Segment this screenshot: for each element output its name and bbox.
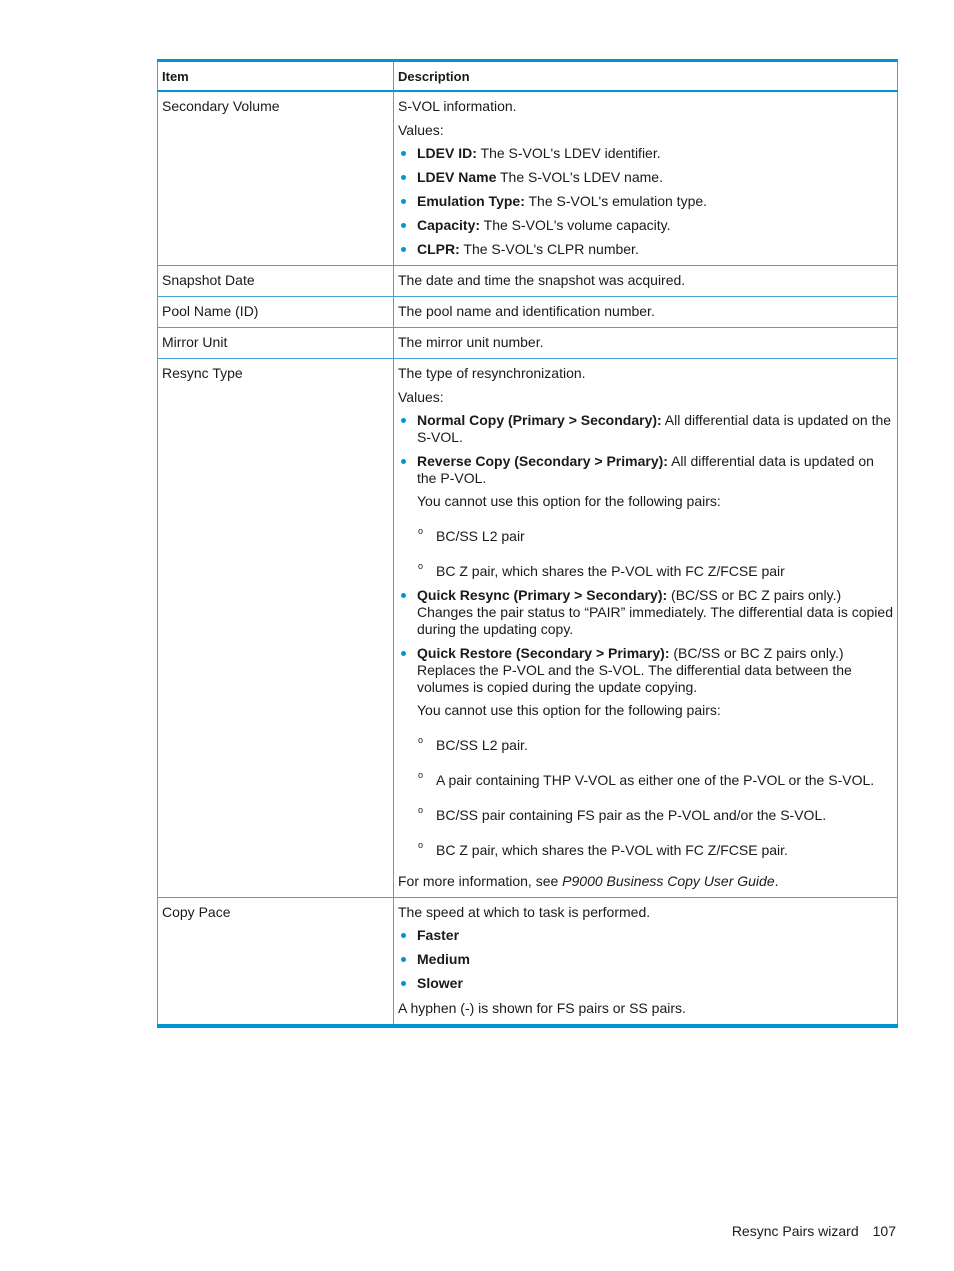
table-row	[158, 91, 898, 266]
term-text: The S-VOL's LDEV name.	[496, 169, 663, 185]
table-row	[158, 328, 898, 359]
guide-title: P9000 Business Copy User Guide	[562, 873, 775, 889]
option-label: Faster	[417, 927, 460, 943]
list-item	[398, 645, 893, 859]
term-text: The S-VOL's emulation type.	[524, 193, 708, 209]
page-footer	[732, 1223, 896, 1239]
option-label: Slower	[417, 975, 463, 991]
term-text: (BC/SS or BC Z pairs only.) Changes the pair status to “PAIR” immediately. The differential data is copied during the updating copy.	[417, 587, 893, 637]
option-label: Medium	[417, 951, 470, 967]
row-description: The pool name and identification number.	[394, 297, 898, 328]
list-item	[398, 975, 893, 992]
row-description: The date and time the snapshot was acquired.	[394, 266, 898, 297]
term-text: The S-VOL's LDEV identifier.	[476, 145, 661, 161]
table-header-row	[158, 61, 898, 92]
row-description	[394, 898, 898, 1027]
option-list	[398, 927, 893, 992]
list-item: o BC/SS L2 pair	[417, 528, 893, 545]
restricted-pairs-list	[417, 737, 893, 859]
value-list	[398, 145, 893, 258]
row-item: Pool Name (ID)	[158, 297, 394, 328]
list-item: o BC/SS pair containing FS pair as the P-VOL and/or the S-VOL.	[417, 807, 893, 824]
row-item: Resync Type	[158, 359, 394, 898]
more-info-prefix: For more information, see	[398, 873, 563, 889]
list-item: o BC/SS L2 pair.	[417, 737, 893, 754]
term: CLPR:	[417, 241, 460, 257]
list-item: o A pair containing THP V-VOL as either one of the P-VOL or the S-VOL.	[417, 772, 893, 789]
restriction-note: You cannot use this option for the following pairs:	[417, 493, 721, 509]
description-intro: The speed at which to task is performed.	[398, 904, 651, 920]
list-item	[398, 587, 893, 638]
term: Capacity:	[417, 217, 481, 233]
term-text: The S-VOL's CLPR number.	[459, 241, 639, 257]
row-item: Secondary Volume	[158, 91, 394, 266]
term: LDEV ID:	[417, 145, 477, 161]
term-text: All differential data is updated on the S-VOL.	[417, 412, 892, 445]
term: LDEV Name	[417, 169, 497, 185]
table-row	[158, 297, 898, 328]
list-item	[398, 169, 893, 186]
list-item	[398, 927, 893, 944]
table-row	[158, 359, 898, 898]
table-row	[158, 898, 898, 1027]
row-description: The mirror unit number.	[394, 328, 898, 359]
header-description: Description	[394, 61, 898, 92]
values-label: Values:	[398, 389, 444, 405]
list-item	[398, 453, 893, 580]
description-intro: The type of resynchronization.	[398, 365, 586, 381]
list-item	[398, 951, 893, 968]
row-item: Mirror Unit	[158, 328, 394, 359]
term: Emulation Type:	[417, 193, 525, 209]
footer-section-title: Resync Pairs wizard	[731, 1223, 859, 1239]
list-item	[398, 241, 893, 258]
hyphen-note: A hyphen (-) is shown for FS pairs or SS pairs.	[398, 1000, 686, 1016]
value-list	[398, 412, 893, 859]
row-description	[394, 91, 898, 266]
more-info	[398, 873, 893, 890]
header-item: Item	[158, 61, 394, 92]
description-table	[157, 59, 898, 1028]
list-item	[398, 217, 893, 234]
more-info-suffix: .	[774, 873, 779, 889]
term-text: All differential data is updated on the P-VOL.	[417, 453, 874, 486]
values-label: Values:	[398, 122, 444, 138]
term: Quick Resync (Primary > Secondary):	[417, 587, 668, 603]
list-item: o BC Z pair, which shares the P-VOL with FC Z/FCSE pair.	[417, 842, 893, 859]
list-item: o BC Z pair, which shares the P-VOL with FC Z/FCSE pair	[417, 563, 893, 580]
term: Quick Restore (Secondary > Primary):	[417, 645, 670, 661]
row-item: Copy Pace	[158, 898, 394, 1027]
row-description	[394, 359, 898, 898]
term: Reverse Copy (Secondary > Primary):	[417, 453, 668, 469]
list-item	[398, 412, 893, 446]
term-text: The S-VOL's volume capacity.	[480, 217, 671, 233]
term-text: (BC/SS or BC Z pairs only.) Replaces the P-VOL and the S-VOL. The differential data between the volumes is copied during the update copying.	[417, 645, 852, 695]
page-number: 107	[872, 1223, 896, 1239]
restriction-note: You cannot use this option for the following pairs:	[417, 702, 721, 718]
description-intro: S-VOL information.	[398, 98, 517, 114]
list-item	[398, 193, 893, 210]
term: Normal Copy (Primary > Secondary):	[417, 412, 662, 428]
restricted-pairs-list	[417, 528, 893, 580]
list-item	[398, 145, 893, 162]
table-row	[158, 266, 898, 297]
row-item: Snapshot Date	[158, 266, 394, 297]
